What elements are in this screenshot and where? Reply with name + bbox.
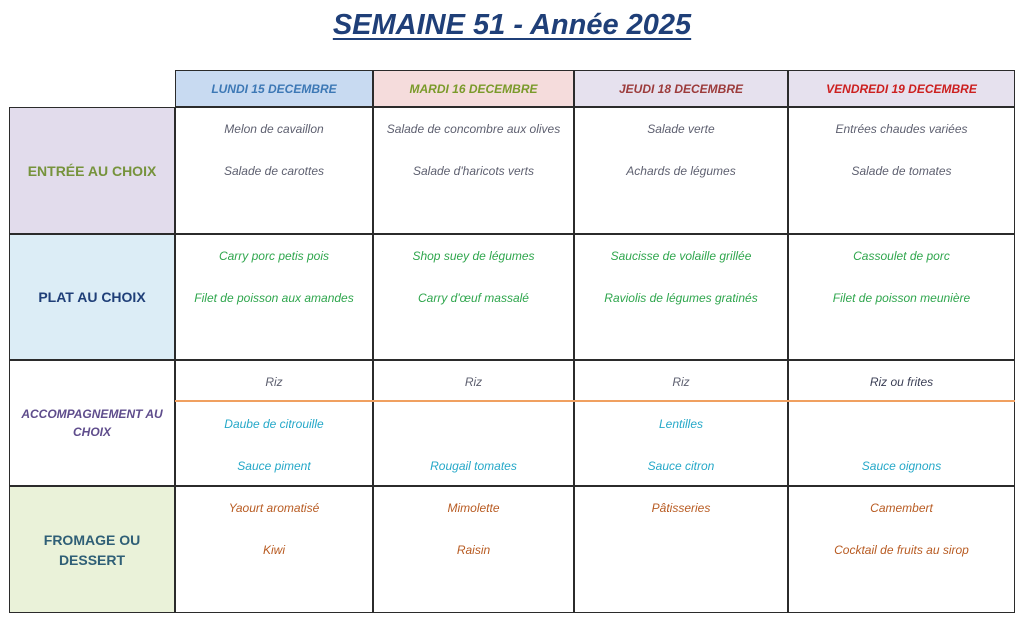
menu-item: Kiwi xyxy=(262,543,285,557)
menu-item: Riz xyxy=(464,375,483,389)
menu-item: Achards de légumes xyxy=(626,164,736,178)
entree-cell-lundi xyxy=(175,107,373,234)
menu-item: Salade de carottes xyxy=(223,164,325,178)
menu-item: Sauce citron xyxy=(647,459,715,473)
day-header-vendredi: VENDREDI 19 DECEMBRE xyxy=(788,70,1015,107)
day-header-jeudi: JEUDI 18 DECEMBRE xyxy=(574,70,788,107)
menu-item: Filet de poisson aux amandes xyxy=(194,291,354,305)
plat-cell-mardi xyxy=(373,234,574,360)
menu-item: Riz xyxy=(672,375,690,389)
row-label-entree: ENTRÉE AU CHOIX xyxy=(9,107,175,234)
menu-item: Salade de concombre aux olives xyxy=(386,122,561,136)
row-label-plat: PLAT AU CHOIX xyxy=(9,234,175,360)
dessert-cell-jeudi xyxy=(574,486,788,613)
dessert-cell-lundi xyxy=(175,486,373,613)
accomp-cell-vendredi xyxy=(788,360,1015,486)
menu-item: Raisin xyxy=(456,543,491,557)
menu-item: Cocktail de fruits au sirop xyxy=(834,543,969,557)
menu-item: Carry porc petis pois xyxy=(218,249,330,263)
day-header-lundi: LUNDI 15 DECEMBRE xyxy=(175,70,373,107)
entree-cell-vendredi xyxy=(788,107,1015,234)
row-label-dessert: FROMAGE OU DESSERT xyxy=(9,486,175,613)
dessert-cell-mardi xyxy=(373,486,574,613)
menu-item: Filet de poisson meunière xyxy=(832,291,971,305)
menu-item: Salade de tomates xyxy=(851,164,952,178)
dessert-cell-vendredi xyxy=(788,486,1015,613)
menu-item: Entrées chaudes variées xyxy=(835,122,968,136)
menu-item: Sauce oignons xyxy=(861,459,942,473)
menu-item: Carry d'œuf massalé xyxy=(418,291,529,305)
menu-item: Shop suey de légumes xyxy=(412,249,535,263)
plat-cell-lundi xyxy=(175,234,373,360)
page-title: SEMAINE 51 - Année 2025 xyxy=(332,9,692,41)
menu-item: Riz ou frites xyxy=(869,375,934,389)
accomp-cell-lundi xyxy=(175,360,373,486)
menu-item: Melon de cavaillon xyxy=(224,122,324,136)
menu-item: Rougail tomates xyxy=(430,459,517,473)
plat-cell-jeudi xyxy=(574,234,788,360)
menu-item: Yaourt aromatisé xyxy=(228,501,320,515)
accompagnement-separator xyxy=(175,400,1015,402)
menu-item: Lentilles xyxy=(658,417,704,431)
menu-item: Pâtisseries xyxy=(651,501,711,515)
menu-item: Riz xyxy=(265,375,283,389)
menu-item: Raviolis de légumes gratinés xyxy=(604,291,758,305)
row-label-accompagnement: ACCOMPAGNEMENT AU CHOIX xyxy=(9,360,175,486)
menu-item: Cassoulet de porc xyxy=(853,249,950,263)
menu-item: Sauce piment xyxy=(237,459,311,473)
menu-item: Camembert xyxy=(870,501,933,515)
day-header-mardi: MARDI 16 DECEMBRE xyxy=(373,70,574,107)
menu-item: Mimolette xyxy=(447,501,500,515)
menu-item: Daube de citrouille xyxy=(224,417,324,431)
plat-cell-vendredi xyxy=(788,234,1015,360)
menu-item: Salade verte xyxy=(647,122,715,136)
entree-cell-mardi xyxy=(373,107,574,234)
entree-cell-jeudi xyxy=(574,107,788,234)
accomp-cell-mardi xyxy=(373,360,574,486)
accomp-cell-jeudi xyxy=(574,360,788,486)
menu-item: Salade d'haricots verts xyxy=(412,164,535,178)
menu-item: Saucisse de volaille grillée xyxy=(610,249,752,263)
